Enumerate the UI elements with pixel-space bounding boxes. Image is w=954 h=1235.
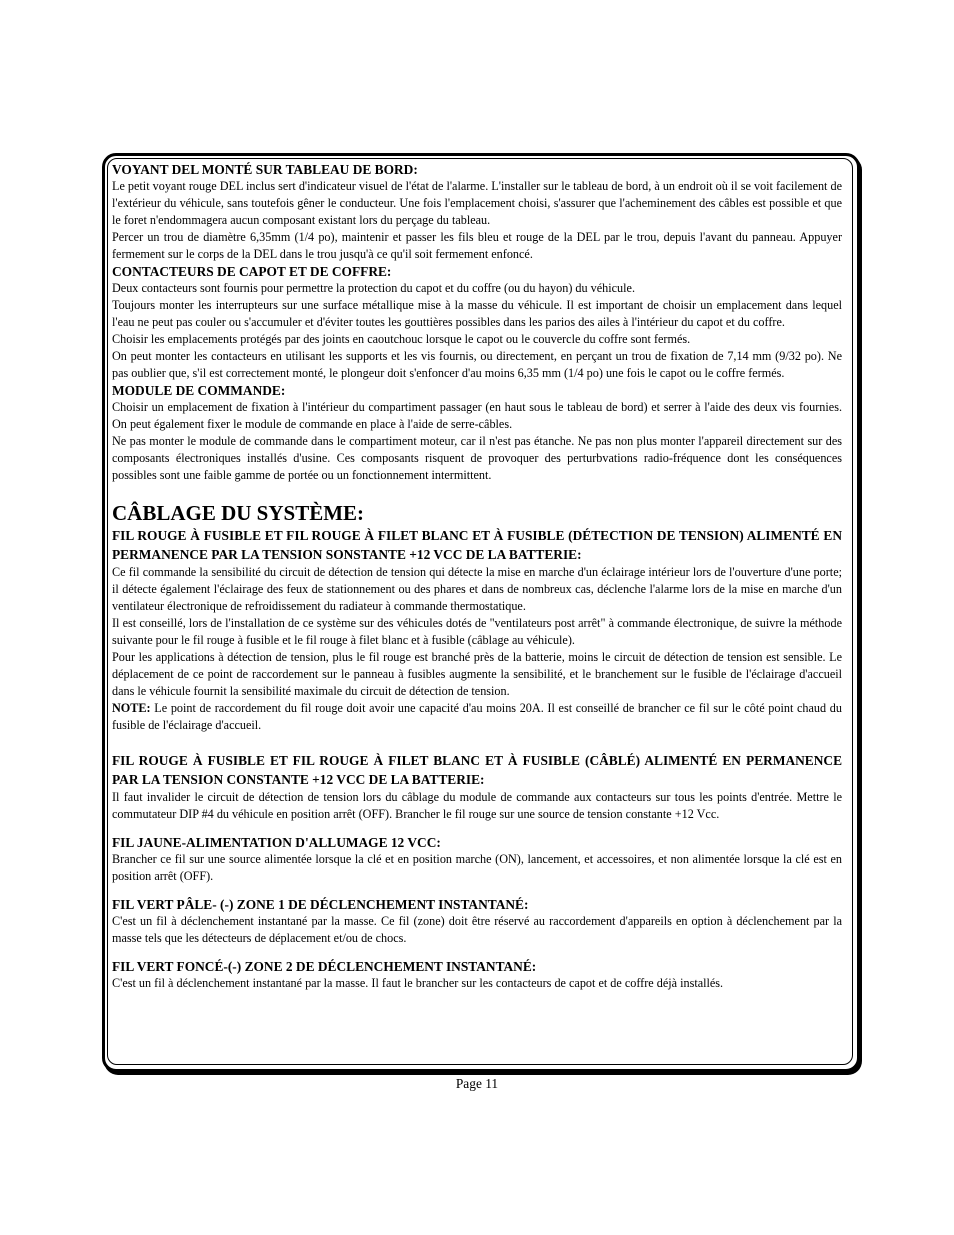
section-heading-dash-led: VOYANT DEL MONTÉ SUR TABLEAU DE BORD: bbox=[112, 162, 418, 177]
page-content bbox=[112, 161, 842, 992]
paragraph: Choisir les emplacements protégés par des joints en caoutchouc lorsque le capot ou le couvercle du coffre sont fermés. bbox=[112, 332, 691, 346]
system-wiring-title: CÂBLAGE DU SYSTÈME: bbox=[112, 501, 365, 525]
paragraph: Pour les applications à détection de tension, plus le fil rouge est branché près de la batterie, moins le circuit de détection de tension est sensible. Le déplacement de ce point de raccordement sur le panneau à fusibles augmente la sensibilité, et le branchement sur le fusible de l'éclairage d'accueil dans le véhicule fournit la sensibilité maximale du circuit de détection de tension. bbox=[112, 650, 842, 698]
section-heading-control-module: MODULE DE COMMANDE: bbox=[112, 383, 286, 398]
section-heading-red-fused-hardwired: FIL ROUGE À FUSIBLE ET FIL ROUGE À FILET BLANC ET À FUSIBLE (CÂBLÉ) ALIMENTÉ EN PERMANENCE PAR LA TENSION CONSTANTE +12 VCC DE LA BATTERIE: bbox=[112, 753, 842, 787]
paragraph: Toujours monter les interrupteurs sur une surface métallique mise à la masse du véhicule. Il est important de choisir un emplacement dans lequel l'eau ne peut pas couler ou s'accumuler et d'éviter toutes les gouttières possibles dans les parios des ailes à l'intérieur du capot et du coffre. bbox=[112, 298, 842, 329]
page-number: Page 11 bbox=[455, 1076, 499, 1091]
spacer bbox=[112, 734, 842, 751]
spacer bbox=[112, 947, 842, 958]
section-heading-red-fused-voltage-sensing: FIL ROUGE À FUSIBLE ET FIL ROUGE À FILET BLANC ET À FUSIBLE (DÉTECTION DE TENSION) ALIMENTÉ EN PERMANENCE PAR LA TENSION SONSTANTE +12 VCC DE LA BATTERIE: bbox=[112, 528, 842, 562]
spacer bbox=[112, 823, 842, 834]
note-paragraph bbox=[112, 700, 842, 734]
paragraph: Le petit voyant rouge DEL inclus sert d'indicateur visuel de l'état de l'alarme. L'installer sur le tableau de bord, à un endroit où il se voit facilement de l'extérieur du véhicule, sans toutefois gêner le conducteur. Une fois l'emplacement choisi, s'assurer que l'acheminement des câbles est possible et que le foret n'endommagera aucun composant existant lors du perçage du tableau. bbox=[112, 179, 842, 227]
paragraph: Ne pas monter le module de commande dans le compartiment moteur, car il n'est pas étanche. Ne pas non plus monter l'appareil directement sur des composants électroniques installés d'usine. Ces composants risquent de provoquer des perturbvations radio-fréquence dont les conséquences possibles sont une faible gamme de portée ou un fonctionnement intermittent. bbox=[112, 434, 842, 482]
section-heading-yellow-ignition: FIL JAUNE-ALIMENTATION D'ALLUMAGE 12 VCC: bbox=[112, 835, 441, 850]
section-heading-dark-green-zone2: FIL VERT FONCÉ-(-) ZONE 2 DE DÉCLENCHEMENT INSTANTANÉ: bbox=[112, 959, 537, 974]
paragraph: C'est un fil à déclenchement instantané par la masse. Ce fil (zone) doit être réservé au raccordement d'appareils en option à déclenchement par la masse tels que les détecteurs de déplacement et/ou de chocs. bbox=[112, 914, 842, 945]
paragraph: Il est conseillé, lors de l'installation de ce système sur des véhicules dotés de "ventilateurs post arrêt" à commande électronique, de suivre la méthode suivante pour le fil rouge à fusible et le fil rouge à filet blanc et à fusible (câblage au véhicule). bbox=[112, 616, 842, 647]
paragraph: Ce fil commande la sensibilité du circuit de détection de tension qui détecte la mise en marche d'un éclairage intérieur lors de l'ouverture d'une porte; il détecte également l'éclairage des feux de stationnement ou des phares et dans de nombreux cas, déclenche l'alarme lors de la mise en marche d'un ventilateur électronique de refroidissement du radiateur à commande thermostatique. bbox=[112, 565, 842, 613]
paragraph: Il faut invalider le circuit de détection de tension lors du câblage du module de commande aux contacteurs sur tous les points d'entrée. Mettre le commutateur DIP #4 du véhicule en position arrêt (OFF). Brancher le fil rouge sur une source de tension constante +12 Vcc. bbox=[112, 790, 842, 821]
paragraph: C'est un fil à déclenchement instantané par la masse. Il faut le brancher sur les contacteurs de capot et de coffre déjà installés. bbox=[112, 976, 724, 990]
paragraph: Brancher ce fil sur une source alimentée lorsque la clé et en position marche (ON), lancement, et accessoires, et non alimentée lorsque la clé est en position arrêt (OFF). bbox=[112, 852, 842, 883]
paragraph: Deux contacteurs sont fournis pour permettre la protection du capot et du coffre (ou du hayon) du véhicule. bbox=[112, 281, 635, 295]
paragraph: Choisir un emplacement de fixation à l'intérieur du compartiment passager (en haut sous le tableau de bord) et serrer à l'aide des deux vis fournies. On peut également fixer le module de commande en place à l'aide de serre-câbles. bbox=[112, 400, 842, 431]
paragraph: Percer un trou de diamètre 6,35mm (1/4 po), maintenir et passer les fils bleu et rouge de la DEL par le trou, depuis l'avant du panneau. Appuyer fermement sur le corps de la DEL dans le trou jusqu'à ce qu'il soit fermement enfoncé. bbox=[112, 230, 842, 261]
spacer bbox=[112, 885, 842, 896]
note-label: NOTE: bbox=[112, 701, 151, 715]
section-heading-light-green-zone1: FIL VERT PÂLE- (-) ZONE 1 DE DÉCLENCHEMENT INSTANTANÉ: bbox=[112, 897, 529, 912]
paragraph: On peut monter les contacteurs en utilisant les supports et les vis fournis, ou directement, en perçant un trou de fixation de 7,14 mm (9/32 po). Ne pas oublier que, s'il est correctement monté, le plongeur doit s'enfoncer d'au moins 6,35 mm (1/4 po) une fois le capot ou le coffre fermés. bbox=[112, 349, 842, 380]
note-text: Le point de raccordement du fil rouge doit avoir une capacité d'au moins 20A. Il est conseillé de brancher ce fil sur le côté point chaud du fusible de l'éclairage d'accueil. bbox=[112, 701, 842, 732]
section-heading-hood-trunk-switches: CONTACTEURS DE CAPOT ET DE COFFRE: bbox=[112, 264, 392, 279]
